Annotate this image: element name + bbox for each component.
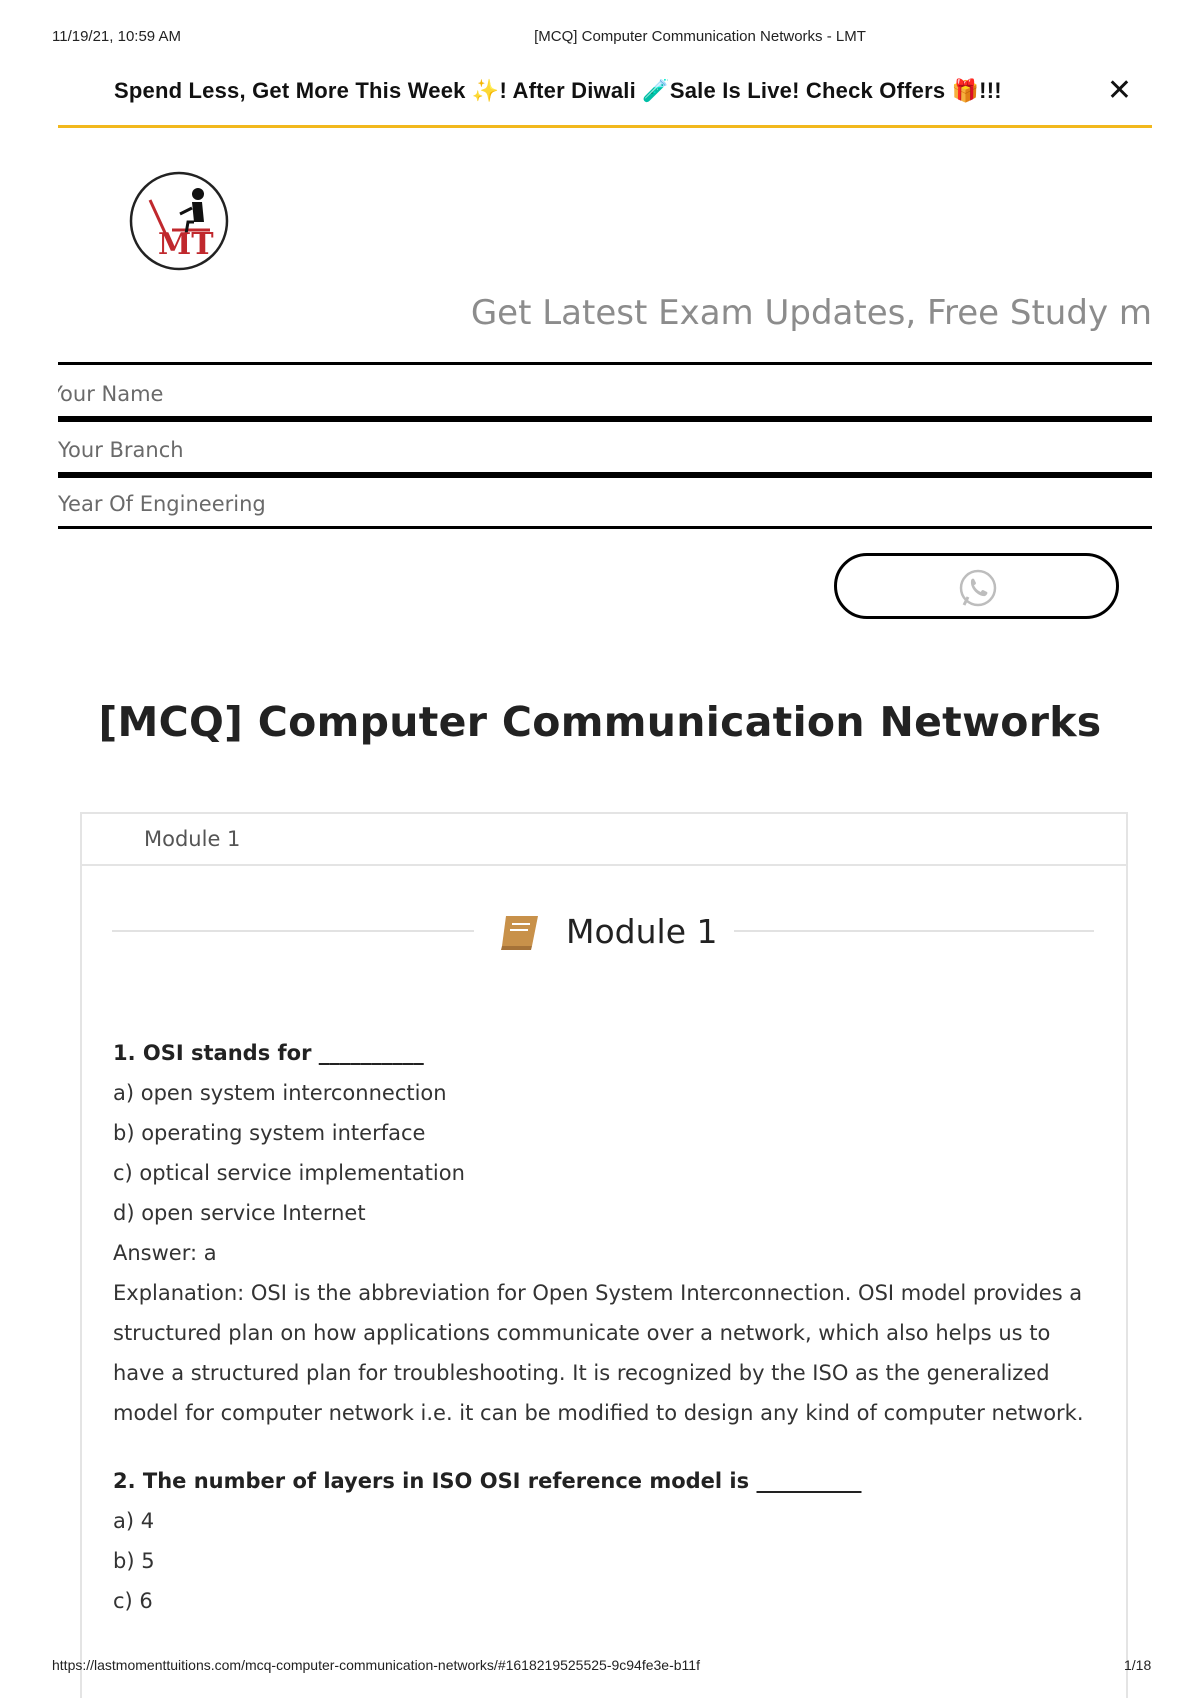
option: c) optical service implementation <box>113 1161 465 1185</box>
logo-text: MT <box>158 227 214 262</box>
site-logo[interactable] <box>128 170 230 272</box>
book-icon <box>498 912 542 956</box>
close-icon[interactable]: ✕ <box>1106 74 1132 107</box>
promo-text[interactable]: Spend Less, Get More This Week ✨! After Diwali 🧪Sale Is Live! Check Offers 🎁!!! <box>114 78 1002 103</box>
form-divider <box>58 526 1152 529</box>
heading-divider-left <box>112 930 474 932</box>
question-block <box>113 1033 1113 1433</box>
explanation-line: Explanation: OSI is the abbreviation for Open System Interconnection. OSI model provides a <box>113 1281 1083 1305</box>
option: a) open system interconnection <box>113 1081 447 1105</box>
whatsapp-icon <box>957 568 999 610</box>
form-divider <box>58 362 1152 365</box>
tagline-text: Get Latest Exam Updates, Free Study m <box>470 293 1152 333</box>
print-header <box>0 28 1200 48</box>
page-number: 1/18 <box>1124 1657 1152 1673</box>
question-text: 2. The number of layers in ISO OSI reference model is __________ <box>113 1469 862 1493</box>
option: d) open service Internet <box>113 1201 366 1225</box>
form-divider <box>58 416 1152 422</box>
heading-divider-right <box>734 930 1094 932</box>
print-datetime: 11/19/21, 10:59 AM <box>52 28 181 45</box>
accordion-header[interactable]: Module 1 <box>82 814 1126 866</box>
page-title: [MCQ] Computer Communication Networks <box>98 698 1102 746</box>
form-divider <box>58 472 1152 478</box>
option: c) 6 <box>113 1589 153 1613</box>
whatsapp-submit-button[interactable] <box>834 553 1119 619</box>
print-page-title: [MCQ] Computer Communication Networks - LMT <box>534 28 866 45</box>
promo-banner <box>58 76 1152 128</box>
question-list <box>113 1033 1113 1621</box>
question-block <box>113 1461 1113 1621</box>
module-heading: Module 1 <box>566 912 718 951</box>
explanation-line: model for computer network i.e. it can be modified to design any kind of computer network. <box>113 1401 1084 1425</box>
branch-input[interactable] <box>58 433 1152 467</box>
answer: Answer: a <box>113 1241 217 1265</box>
option: b) 5 <box>113 1549 155 1573</box>
print-url: https://lastmomenttuitions.com/mcq-computer-communication-networks/#1618219525525-9c94fe3e-b11f <box>52 1657 700 1673</box>
question-text: 1. OSI stands for __________ <box>113 1041 424 1065</box>
tagline <box>58 293 1152 343</box>
logo-graphic <box>128 170 230 272</box>
explanation-line: structured plan on how applications communicate over a network, which also helps us to <box>113 1321 1051 1345</box>
name-input[interactable] <box>58 377 1152 411</box>
year-input[interactable] <box>58 487 1152 521</box>
explanation-line: have a structured plan for troubleshooting. It is recognized by the ISO as the generalized <box>113 1361 1050 1385</box>
option: a) 4 <box>113 1509 155 1533</box>
option: b) operating system interface <box>113 1121 426 1145</box>
